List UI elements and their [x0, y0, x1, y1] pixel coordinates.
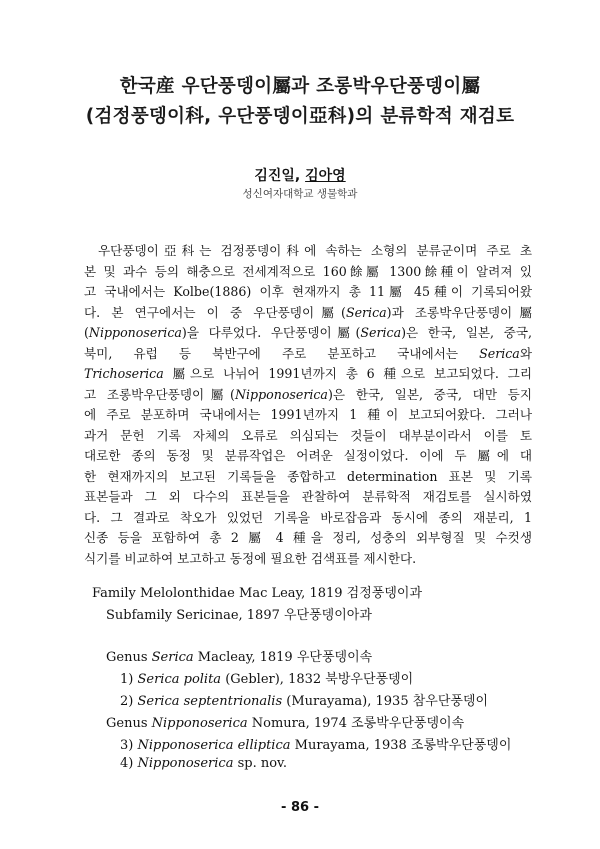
text-run: 고 국내에서는 Kolbe(1886) 이후 현재까지 총 11屬 45種이 기록되어왔	[84, 284, 532, 299]
italic-term: Nipponoserica	[137, 756, 234, 771]
abstract-line	[84, 487, 532, 508]
abstract-line	[84, 282, 532, 303]
abstract-line	[84, 528, 532, 549]
text-run: 다. 그 결과로 착오가 있었던 기록을 바로잡음과 동시에 종의 재분리, 1	[84, 509, 532, 525]
italic-term: Nipponoserica	[88, 325, 182, 340]
italic-term: Trichoserica	[84, 366, 164, 381]
text-run: Genus	[106, 716, 152, 731]
text-run: 와	[519, 345, 532, 361]
title-line-1: 한국産 우단풍뎅이屬과 조롱박우단풍뎅이屬	[119, 76, 481, 97]
italic-term: Serica	[345, 304, 387, 320]
abstract-line	[84, 323, 532, 344]
italic-term: Serica polita	[137, 672, 222, 687]
abstract-line	[84, 405, 532, 426]
family-line	[92, 582, 422, 601]
text-run: 우단풍뎅이亞科는 검정풍뎅이科에 속하는 소형의 분류군이며 주로 초	[98, 243, 532, 258]
abstract-line	[84, 467, 532, 488]
italic-term: Nipponoserica	[234, 386, 328, 402]
author-second: 김아영	[305, 168, 346, 184]
species-2-line	[120, 690, 488, 709]
text-run: )은 한국, 일본, 중국, 대만 등지	[327, 386, 532, 402]
genus-nipponoserica-line	[106, 712, 464, 731]
text-run: 신종 등을 포함하여 총 2 屬 4 種을 정리, 성충의 외부형질 및 수컷생	[84, 530, 532, 545]
text-run: 북미, 유럽 등 북반구에 주로 분포하고 국내에서는	[84, 345, 480, 361]
page-number: - 86 -	[281, 800, 319, 815]
text-run: Macleay, 1819 우단풍뎅이속	[193, 650, 373, 665]
text-run: Nomura, 1974 조롱박우단풍뎅이속	[247, 716, 465, 731]
italic-term: Serica	[360, 325, 402, 340]
text-run: sp. nov.	[233, 756, 287, 771]
text-run: 4)	[120, 756, 138, 771]
abstract-line	[84, 262, 532, 283]
species-1-line	[120, 668, 413, 687]
text-run: 한 현재까지의 보고된 기록들을 종합하고 determination 표본 및 기록	[84, 468, 532, 484]
text-run: 본 및 과수 등의 해충으로 전세계적으로 160餘屬 1300餘種이 알려져 있	[84, 263, 532, 279]
text-run: 屬으로 나뉘어 1991년까지 총 6 種으로 보고되었다. 그리	[163, 366, 532, 381]
subfamily-line	[106, 604, 372, 623]
text-run: (	[84, 325, 89, 340]
abstract-line	[84, 426, 532, 447]
italic-term: Serica	[479, 345, 520, 361]
abstract-line	[84, 508, 532, 529]
author-first: 김진일,	[254, 168, 301, 184]
text-run: 식기를 비교하여 보고하고 동정에 필요한 검색표를 제시한다.	[84, 550, 417, 566]
text-run: 1)	[120, 672, 138, 687]
species-3-line	[120, 734, 511, 753]
abstract-line	[84, 344, 532, 365]
text-run: 고 조롱박우단풍뎅이屬(	[84, 386, 235, 402]
abstract-line	[84, 303, 532, 324]
text-run: Murayama, 1938 조롱박우단풍뎅이	[290, 738, 512, 753]
text-run: (Gebler), 1832 북방우단풍뎅이	[221, 672, 414, 687]
text-run: 에 주로 분포하며 국내에서는 1991년까지 1 種이 보고되어왔다. 그러나	[84, 407, 532, 422]
text-run: Subfamily Sericinae, 1897 우단풍뎅이아과	[106, 608, 372, 623]
abstract-line	[84, 385, 532, 406]
text-run: Genus	[106, 650, 152, 665]
text-run: 3)	[120, 738, 138, 753]
species-4-line	[120, 756, 287, 771]
text-run: )과 조롱박우단풍뎅이屬	[386, 304, 532, 320]
affiliation: 성신여자대학교 생물학과	[242, 188, 358, 200]
text-run: )을 다루었다. 우단풍뎅이屬(	[181, 325, 361, 340]
abstract-line	[84, 446, 532, 467]
abstract-line	[84, 241, 532, 262]
italic-term: Serica	[151, 650, 194, 665]
genus-serica-line	[106, 646, 372, 665]
text-run: 2)	[120, 694, 138, 709]
abstract-line	[84, 364, 532, 385]
italic-term: Nipponoserica elliptica	[137, 738, 291, 753]
text-run: )은 한국, 일본, 중국,	[401, 325, 533, 340]
abstract-line	[84, 549, 532, 570]
italic-term: Nipponoserica	[151, 716, 248, 731]
text-run: 과거 문헌 기록 자체의 오류로 의심되는 것들이 대부분이라서 이를 토	[84, 427, 532, 443]
authors	[0, 165, 600, 185]
text-run: (Murayama), 1935 참우단풍뎅이	[282, 694, 489, 709]
text-run: 표본들과 그 외 다수의 표본들을 관찰하여 분류학적 재검토를 실시하였	[84, 489, 532, 504]
abstract-body	[84, 241, 532, 569]
italic-term: Serica septentrionalis	[137, 694, 283, 709]
title-line-2: (검정풍뎅이科, 우단풍뎅이亞科)의 분류학적 재검토	[85, 106, 515, 127]
text-run: Family Melolonthidae Mac Leay, 1819 검정풍뎅이과	[92, 586, 423, 601]
text-run: 다. 본 연구에서는 이 중 우단풍뎅이屬(	[84, 304, 346, 320]
text-run: 대로한 종의 동정 및 분류작업은 어려운 실정이었다. 이에 두 屬에 대	[84, 448, 532, 463]
